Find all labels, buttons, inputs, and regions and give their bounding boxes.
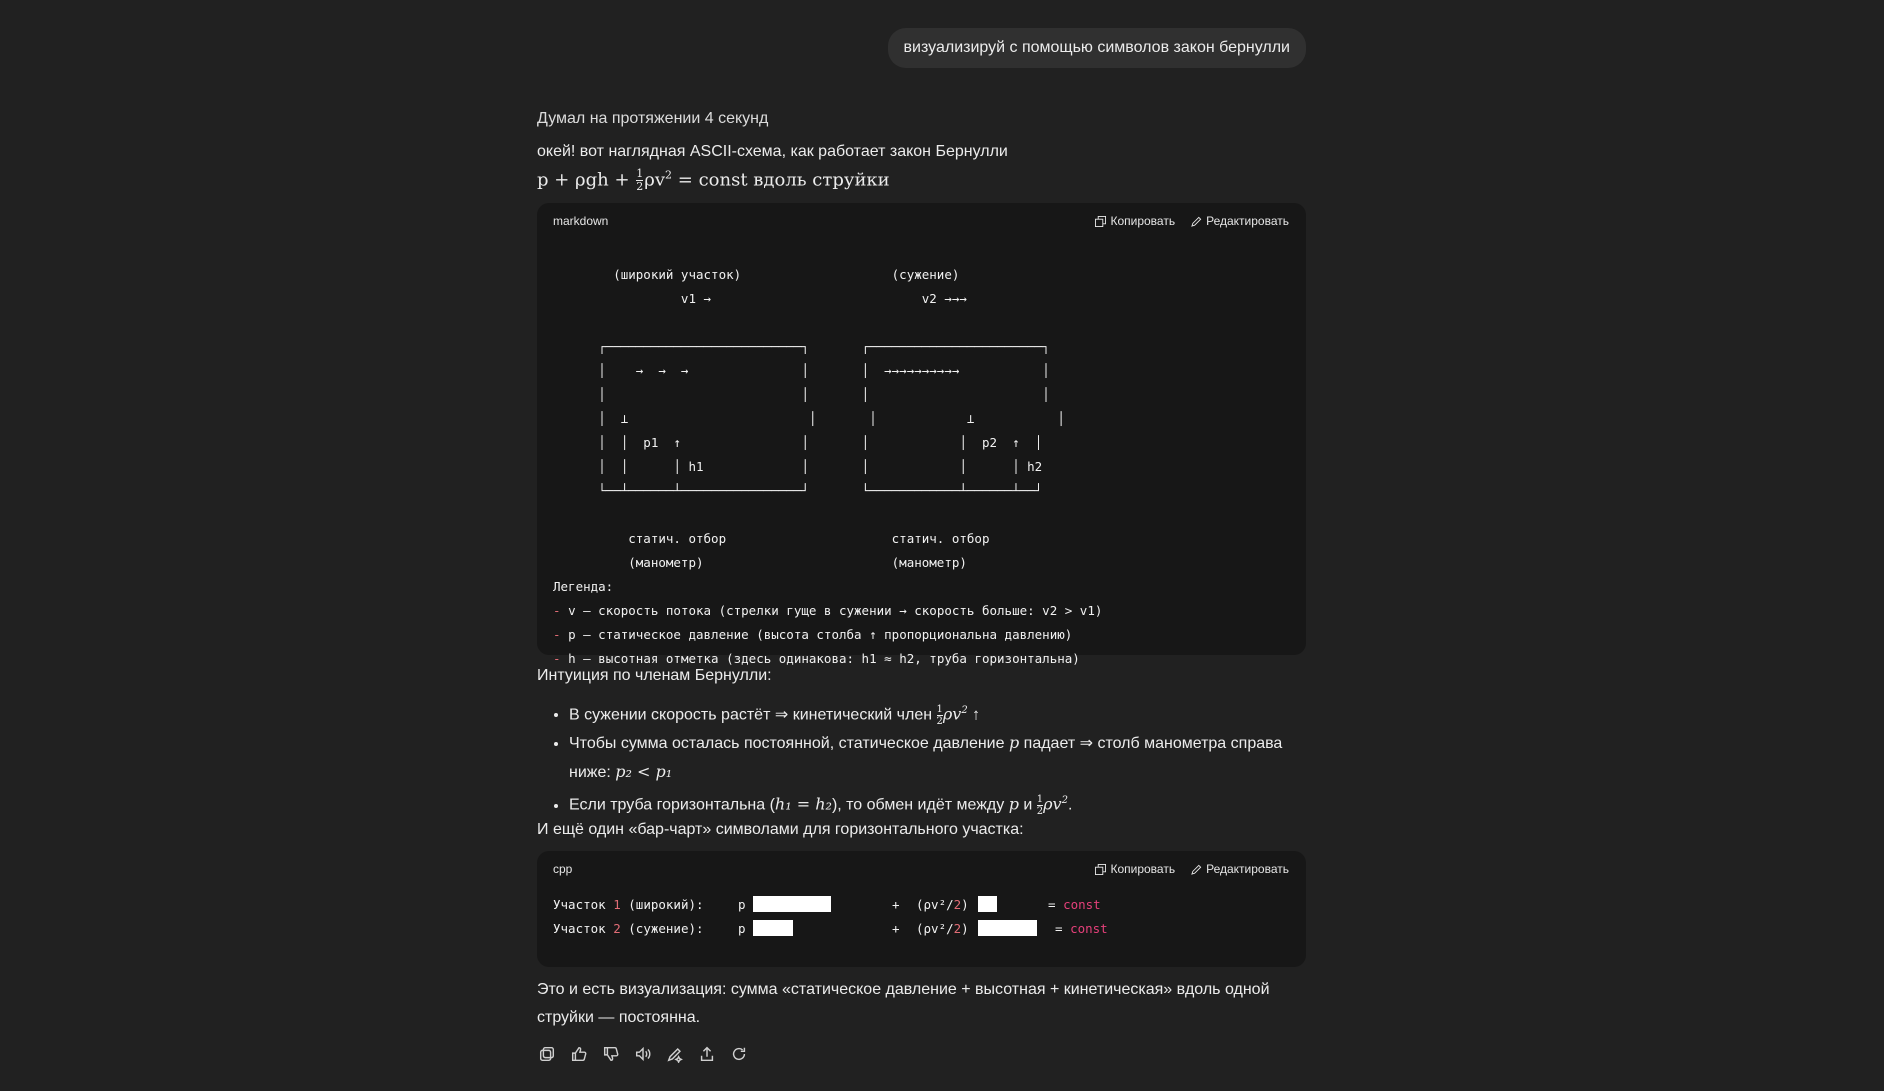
list-item [569,697,1309,729]
intro-text: окей! вот наглядная ASCII-схема, как работает закон Бернулли [537,143,1008,160]
code-language-label: markdown [553,214,609,228]
user-message-bubble: визуализируй с помощью символов закон бернулли [888,28,1306,68]
const-label: = const [1055,921,1108,936]
plus-sign: + [892,921,900,936]
kinetic-label: (ρv²/2) [916,897,969,912]
refresh-icon [730,1045,748,1063]
math-var: p [1008,733,1020,753]
math-var: p [1008,794,1019,814]
bar-row-label: Участок 2 (сужение): [553,921,704,936]
fraction-numerator: 1 [936,703,943,715]
exponent: 2 [961,705,968,716]
thumbs-up-icon [570,1045,588,1063]
fraction-denominator: 2 [936,715,943,727]
thumbs-down-icon [602,1045,620,1063]
fraction-numerator: 1 [1036,793,1044,805]
list-item [569,787,1309,819]
final-text: Это и есть визуализация: сумма «статическое давление + высотная + кинетическая» вдоль одной струйки — постоянна. [537,981,1270,1026]
edit-label: Редактировать [1206,862,1289,876]
bullet-text: Чтобы сумма осталась постоянной, статическое давление [569,735,1009,753]
edit-code-button[interactable] [1191,214,1289,228]
bullet-text: ↑ [967,706,981,724]
read-aloud-button[interactable] [633,1044,653,1064]
code-block-header [537,203,1306,239]
thumbs-down-button[interactable] [601,1044,621,1064]
formula-tail: = const вдоль струйки [672,169,890,191]
math-inequality: p₂ < p₁ [615,762,673,782]
copy-message-button[interactable] [537,1044,557,1064]
const-label: = const [1048,897,1101,912]
bar-row [553,893,1290,917]
legend [537,575,1306,671]
list-item [569,729,1309,787]
copy-icon [1095,216,1106,227]
legend-title: Легенда: [553,579,614,594]
bullet-text: . [1067,796,1073,814]
kinetic-bar [978,896,997,912]
pressure-label: p [738,921,746,936]
legend-item: h — высотная отметка (здесь одинакова: h1 ≈ h2, труба горизонтальна) [568,651,1080,666]
bullet-text: В сужении скорость растёт ⇒ кинетический член [569,706,937,724]
share-button[interactable] [697,1044,717,1064]
fraction-denominator: 2 [636,180,644,193]
copy-code-button[interactable] [1095,214,1175,228]
thumbs-up-button[interactable] [569,1044,589,1064]
pencil-sparkle-icon [666,1045,684,1063]
exponent: 2 [1061,795,1068,807]
copy-label: Копировать [1110,862,1176,876]
edit-code-button[interactable] [1191,862,1289,876]
copy-label: Копировать [1110,214,1176,228]
bernoulli-formula [537,168,890,193]
math-equality: h₁ = h₂ [774,794,832,814]
bar-row-label: Участок 1 (широкий): [553,897,704,912]
formula-fraction [636,168,643,193]
code-block-cpp [537,851,1306,967]
bullet-text: и [1018,796,1037,814]
message-actions [537,1044,749,1064]
pressure-bar [753,896,831,912]
speaker-icon [634,1045,652,1063]
copy-code-button[interactable] [1095,862,1175,876]
code-block-header [537,851,1306,887]
edit-label: Редактировать [1206,214,1289,228]
copy-icon [538,1045,556,1063]
intuition-list [537,697,1309,820]
ascii-diagram: (широкий участок) (сужение) v1 → v2 →→→ ┌──────────────────────────┐ ┌───────────────────────┐ │ → → → │ │ →→→→→→→→→→ │ │ │ │ │ │ ⊥ │ │ ⊥ │ │ │ p1 ↑ │ │ │ p2 ↑ │ │ │ │ h1 │ │ │ │ h2 └──┴──────┴────────────────┘ └────────────┴──────┴──┘ статич. отбор статич. отбор (манометр) (манометр) [598,267,1065,570]
legend-dash: - [553,627,561,642]
kinetic-term: ρv [942,704,962,724]
bullet-text: Если труба горизонтальна ( [569,796,775,814]
edit-message-button[interactable] [665,1044,685,1064]
symbol-bar-chart [537,887,1306,941]
thought-duration-label[interactable]: Думал на протяжении 4 секунд [537,110,769,127]
formula-exponent: 2 [665,168,673,182]
fraction-numerator: 1 [636,167,644,180]
pressure-label: p [738,897,746,912]
formula-left: p + ρgh + [537,169,636,191]
bullet-text: падает ⇒ столб манометра справа ниже: [569,735,1283,782]
pencil-icon [1191,864,1202,875]
kinetic-label: (ρv²/2) [916,921,969,936]
fraction-denominator: 2 [1036,805,1044,817]
plus-sign: + [892,897,900,912]
legend-item: v — скорость потока (стрелки гуще в сужении → скорость больше: v2 > v1) [568,603,1103,618]
kinetic-bar [978,920,1037,936]
code-block-markdown [537,203,1306,666]
barchart-title: И ещё один «бар-чарт» символами для горизонтального участка: [537,821,1024,838]
share-icon [698,1045,716,1063]
copy-icon [1095,864,1106,875]
legend-dash: - [553,651,561,666]
pressure-bar [753,920,793,936]
intuition-title: Интуиция по членам Бернулли: [537,667,772,684]
kinetic-term: ρv [1043,794,1062,814]
pencil-icon [1191,216,1202,227]
formula-right: ρv [644,169,666,191]
legend-dash: - [553,603,561,618]
regenerate-button[interactable] [729,1044,749,1064]
bar-row [553,917,1290,941]
legend-item: p — статическое давление (высота столба ↑ пропорциональна давлению) [568,627,1073,642]
code-language-label: cpp [553,862,573,876]
bullet-text: ), то обмен идёт между [831,796,1009,814]
